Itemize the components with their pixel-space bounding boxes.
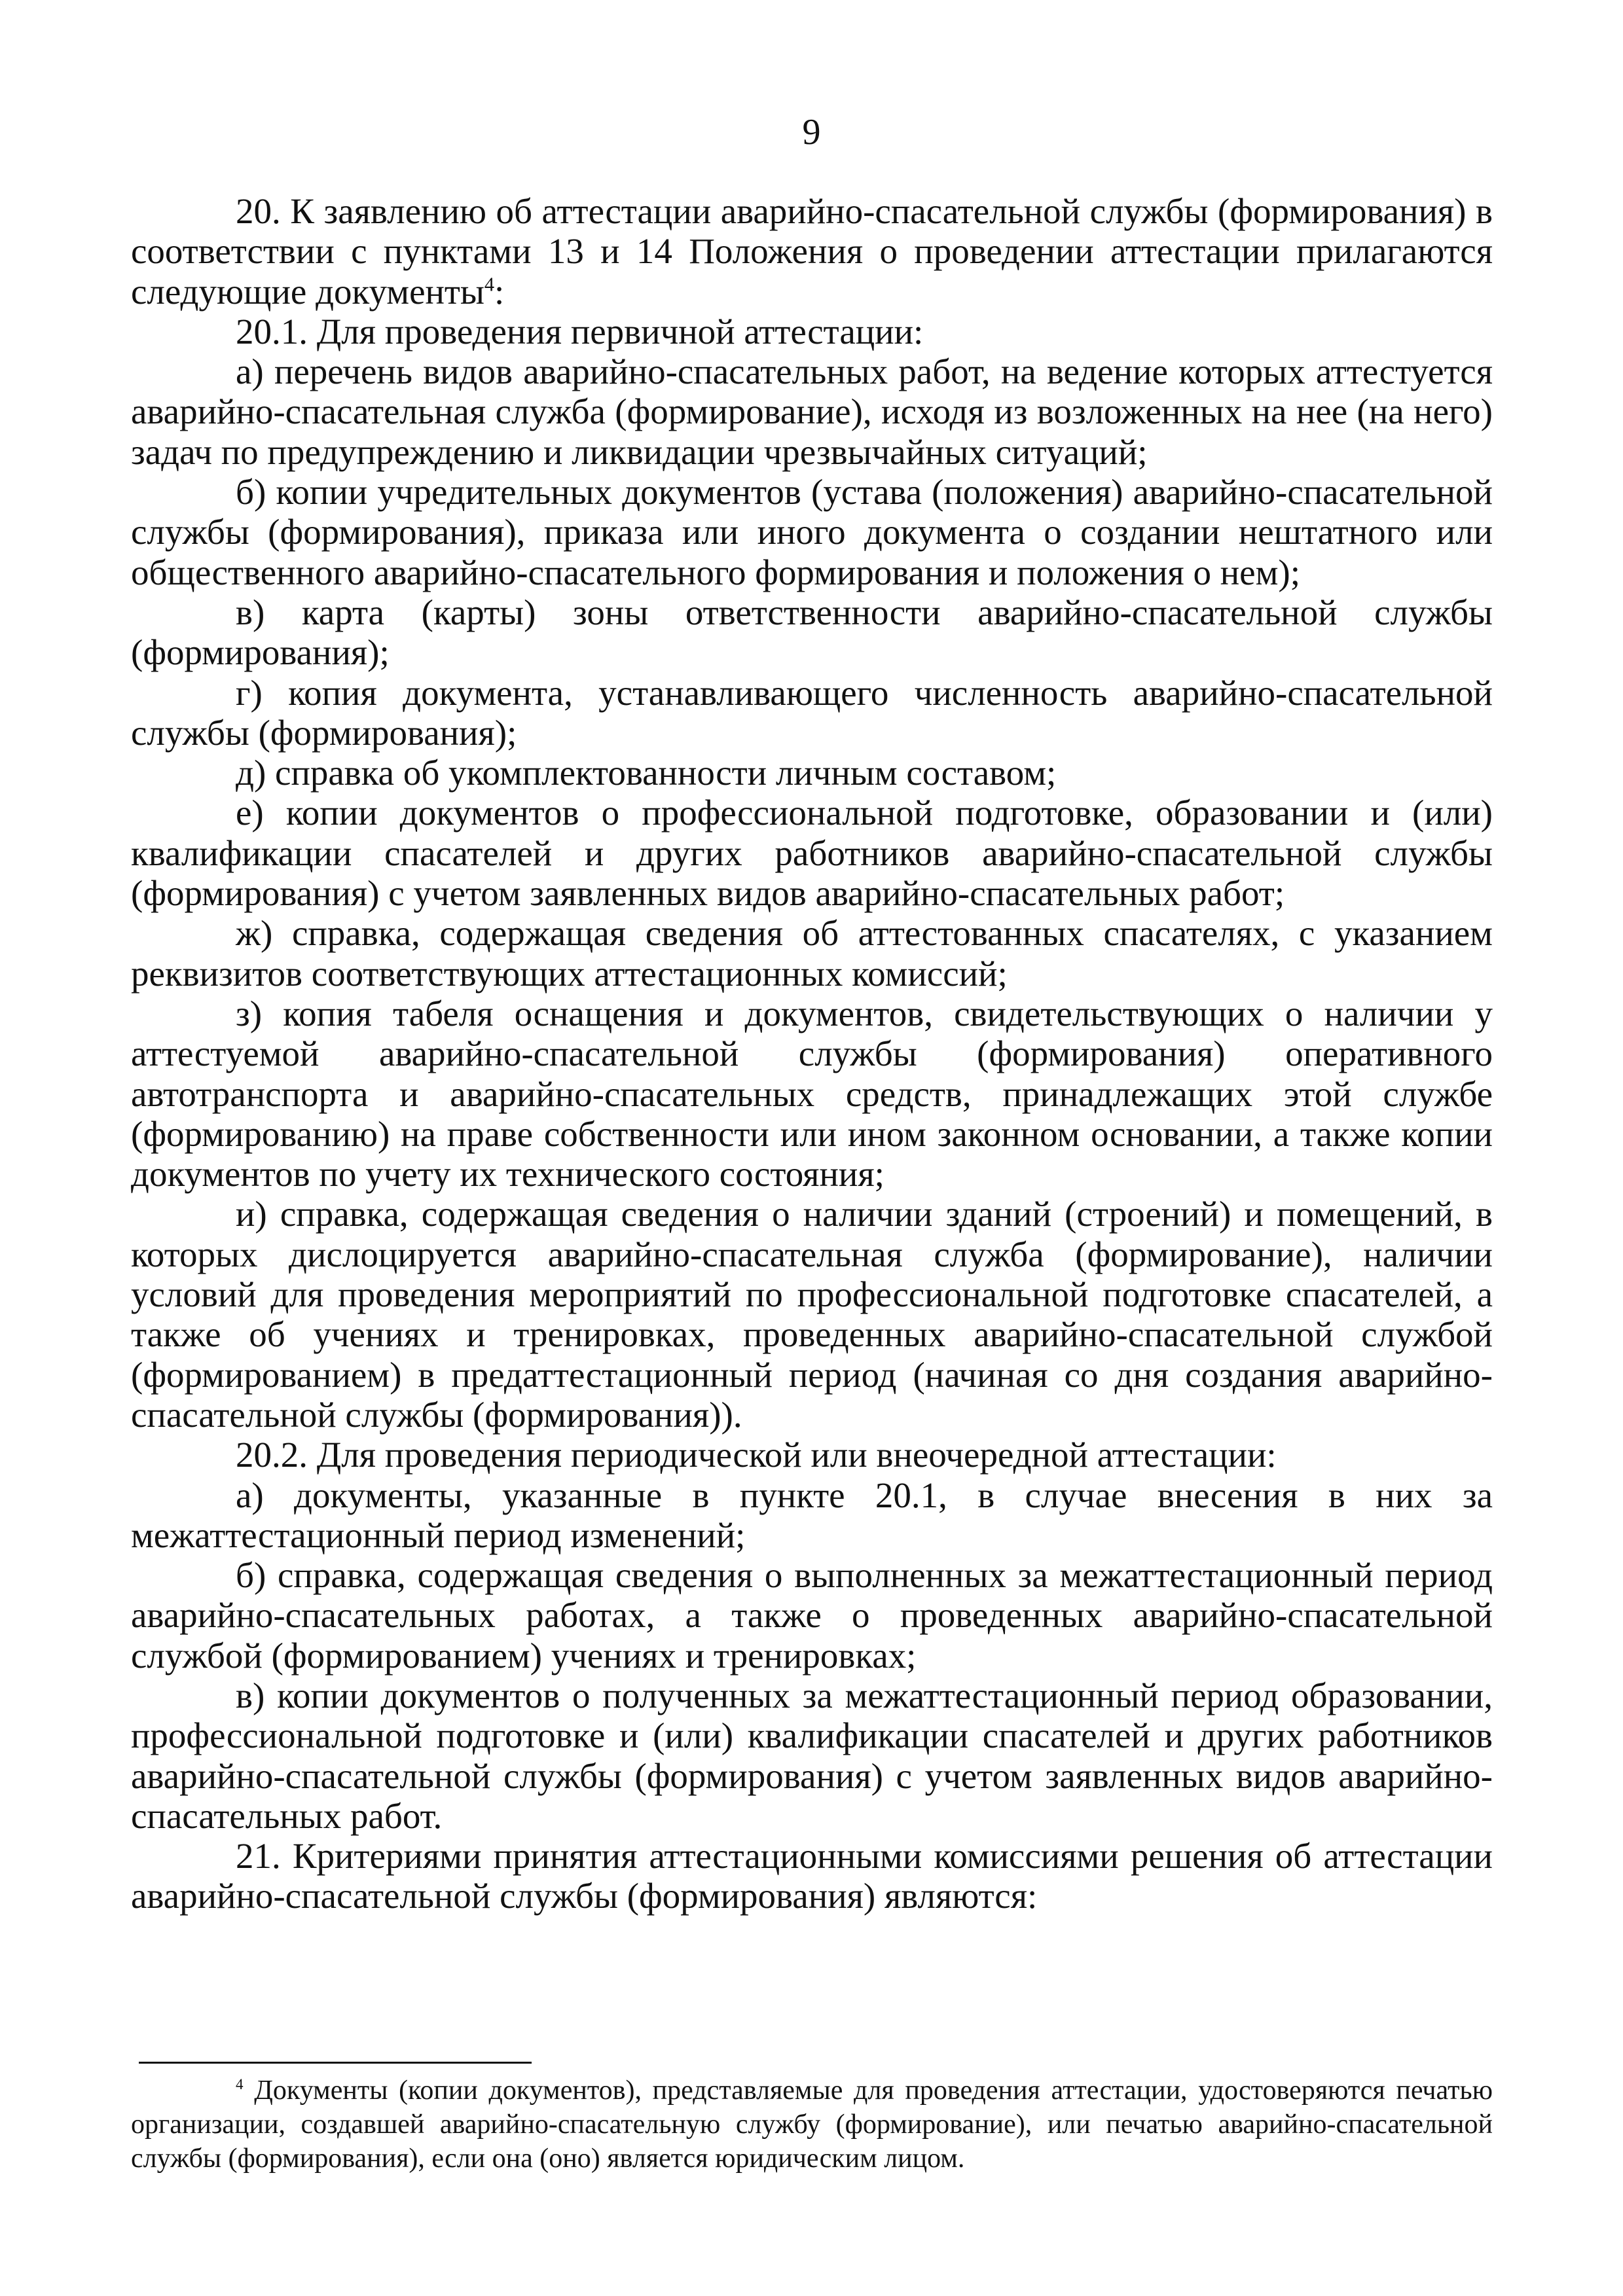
paragraph-20-2: 20.2. Для проведения периодической или внеочередной аттестации: [236,1435,1277,1475]
paragraph-20-1-a: а) перечень видов аварийно-спасательных работ, на ведение которых аттестуется аварийно-спасательная служба (формирование), исходя из возложенных на нее (на него) задач по предупреждению и ликвидации чрезвычайных ситуаций; [131,351,1493,472]
footnote-paragraph [131,2073,1493,2176]
paragraph-20-2-b: б) справка, содержащая сведения о выполненных за межаттестационный период аварийно-спасательных работах, а также о проведенных аварийно-спасательной службой (формированием) учениях и тренировках; [131,1555,1493,1676]
footnote-separator [139,2062,532,2064]
paragraph-20-1-g: г) копия документа, устанавливающего численность аварийно-спасательной службы (формирования); [131,672,1493,753]
paragraph-20-1: 20.1. Для проведения первичной аттестации: [236,311,924,351]
footnote-text: Документы (копии документов), представляемые для проведения аттестации, удостоверяются печатью организации, создавшей аварийно-спасательную службу (формирование), или печатью аварийно-спасательной службы (формирования), если она (оно) является юридическим лицом. [131,2075,1493,2174]
paragraph-20-2-v: в) копии документов о полученных за межаттестационный период образовании, профессиональной подготовке и (или) квалификации спасателей и других работников аварийно-спасательной службы (формирования) с учетом заявленных видов аварийно-спасательных работ. [131,1675,1493,1836]
footnote-mark: 4 [236,2075,244,2092]
paragraph-20 [131,191,1493,312]
footnote [131,2073,1493,2176]
paragraph-20-tail: : [494,271,505,312]
paragraph-20-1-z: з) копия табеля оснащения и документов, свидетельствующих о наличии у аттестуемой аварийно-спасательной службы (формирования) оперативного автотранспорта и аварийно-спасательных средств, принадлежащих этой службе (формированию) на праве собственности или ином законном основании, а также копии документов по учету их технического состояния; [131,993,1493,1194]
paragraph-20-1-i: и) справка, содержащая сведения о наличии зданий (строений) и помещений, в которых дислоцируется аварийно-спасательная служба (формирование), наличии условий для проведения мероприятий по профессиональной подготовке спасателей, а также об учениях и тренировках, проведенных аварийно-спасательной службой (формированием) в предаттестационный период (начиная со дня создания аварийно-спасательной службы (формирования)). [131,1194,1493,1435]
paragraph-20-1-b: б) копии учредительных документов (устава (положения) аварийно-спасательной службы (формирования), приказа или иного документа о создании нештатного или общественного аварийно-спасательного формирования и положения о нем); [131,472,1493,592]
paragraph-20-1-e: е) копии документов о профессиональной подготовке, образовании и (или) квалификации спасателей и других работников аварийно-спасательной службы (формирования) с учетом заявленных видов аварийно-спасательных работ; [131,793,1493,914]
page-number: 9 [802,112,821,152]
footnote-reference: 4 [484,273,495,296]
paragraph-21: 21. Критериями принятия аттестационными комиссиями решения об аттестации аварийно-спасательной службы (формирования) являются: [131,1836,1493,1916]
paragraph-20-1-v: в) карта (карты) зоны ответственности аварийно-спасательной службы (формирования); [131,592,1493,673]
paragraph-20-1-zh: ж) справка, содержащая сведения об аттестованных спасателях, с указанием реквизитов соответствующих аттестационных комиссий; [131,913,1493,994]
paragraph-20-2-a: а) документы, указанные в пункте 20.1, в случае внесения в них за межаттестационный период изменений; [131,1475,1493,1555]
paragraph-20-text: 20. К заявлению об аттестации аварийно-спасательной службы (формирования) в соответствии с пунктами 13 и 14 Положения о проведении аттестации прилагаются следующие документы [131,191,1493,312]
paragraph-20-1-d: д) справка об укомплектованности личным составом; [236,753,1057,793]
document-body [131,191,1493,1916]
